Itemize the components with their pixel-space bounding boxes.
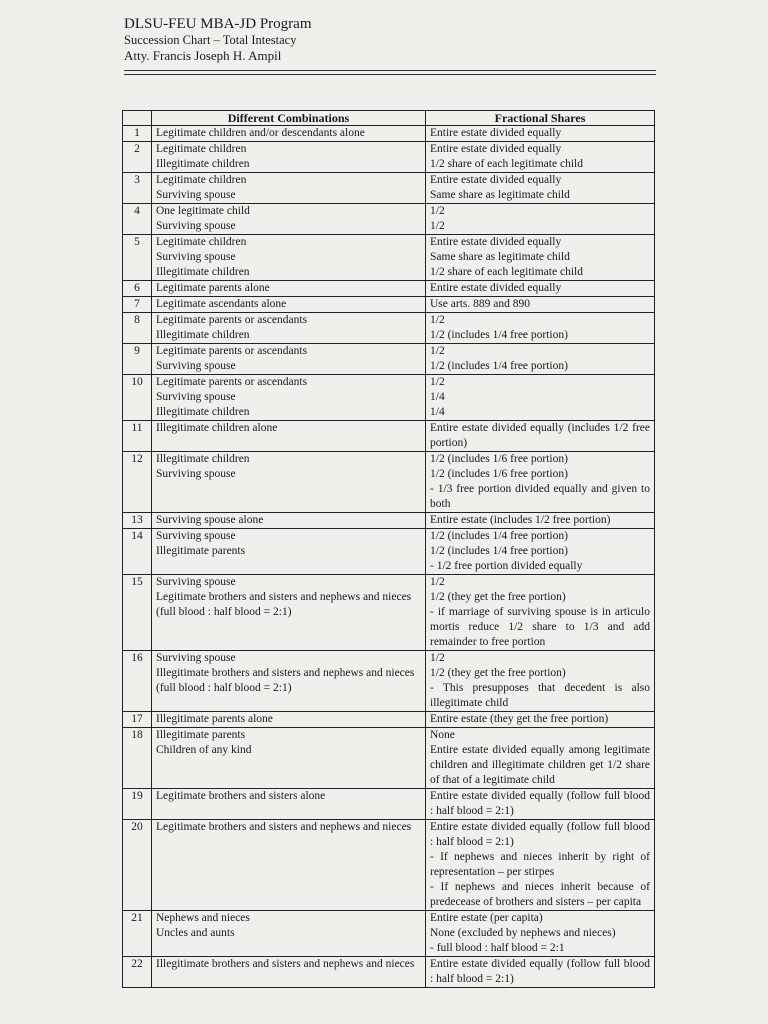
share-line: 1/2 <box>430 576 445 588</box>
heir-line: Legitimate children <box>156 236 247 248</box>
share-cell <box>426 452 655 513</box>
combination-cell <box>152 529 426 575</box>
row-number: 6 <box>123 281 152 297</box>
corner-cell <box>123 111 152 126</box>
heir-line: Surviving spouse <box>156 220 236 232</box>
heir-line: Illegitimate parents alone <box>156 713 273 725</box>
share-line: 1/2 <box>430 314 445 326</box>
heir-line: Legitimate children <box>156 143 247 155</box>
heir-line: Children of any kind <box>156 744 252 756</box>
row-number: 17 <box>123 712 152 728</box>
program-title: DLSU-FEU MBA-JD Program <box>124 16 312 32</box>
share-line: 1/2 (includes 1/4 free portion) <box>430 545 568 557</box>
share-cell <box>426 313 655 344</box>
share-line: Entire estate (they get the free portion) <box>430 713 609 725</box>
combination-cell <box>152 712 426 728</box>
document-header <box>124 16 312 64</box>
share-line: 1/2 (includes 1/4 free portion) <box>430 329 568 341</box>
share-line: - If nephews and nieces inherit by right of representation – per stirpes <box>430 851 650 878</box>
heir-line: Surviving spouse <box>156 391 236 403</box>
row-number: 14 <box>123 529 152 575</box>
row-number: 7 <box>123 297 152 313</box>
heir-line: Legitimate parents or ascendants <box>156 314 308 326</box>
heir-line: Surviving spouse <box>156 360 236 372</box>
share-line: Same share as legitimate child <box>430 251 570 263</box>
author-line: Atty. Francis Joseph H. Ampil <box>124 48 282 63</box>
share-line: - This presupposes that decedent is also illegitimate child <box>430 682 650 709</box>
combination-cell <box>152 575 426 651</box>
table-row <box>123 712 655 728</box>
succession-table <box>122 110 655 988</box>
heir-line: Illegitimate children <box>156 158 250 170</box>
succession-chart <box>122 110 654 988</box>
heir-line: Legitimate parents or ascendants <box>156 376 308 388</box>
table-header-row <box>123 111 655 126</box>
heir-line: Legitimate children and/or descendants alone <box>156 127 365 139</box>
share-line: Same share as legitimate child <box>430 189 570 201</box>
combination-cell <box>152 513 426 529</box>
table-row <box>123 281 655 297</box>
table-row <box>123 204 655 235</box>
combination-cell <box>152 728 426 789</box>
combination-cell <box>152 820 426 911</box>
share-line: 1/2 (includes 1/4 free portion) <box>430 360 568 372</box>
combination-cell <box>152 957 426 988</box>
heir-line: Illegitimate children <box>156 266 250 278</box>
row-number: 10 <box>123 375 152 421</box>
row-number: 18 <box>123 728 152 789</box>
combination-cell <box>152 344 426 375</box>
share-line: 1/2 <box>430 220 445 232</box>
heir-line: Legitimate brothers and sisters and nephews and nieces <box>156 821 412 833</box>
row-number: 3 <box>123 173 152 204</box>
combination-cell <box>152 142 426 173</box>
combination-cell <box>152 651 426 712</box>
table-row <box>123 142 655 173</box>
share-line: - if marriage of surviving spouse is in articulo mortis reduce 1/2 share to 1/3 and add remainder to free portion <box>430 606 650 648</box>
share-line: 1/2 <box>430 652 445 664</box>
row-number: 5 <box>123 235 152 281</box>
table-row <box>123 651 655 712</box>
table-row <box>123 789 655 820</box>
share-line: 1/2 <box>430 205 445 217</box>
heir-line: Illegitimate children alone <box>156 422 278 434</box>
row-number: 22 <box>123 957 152 988</box>
share-line: Entire estate divided equally (follow full blood : half blood = 2:1) <box>430 790 650 817</box>
share-cell <box>426 235 655 281</box>
share-cell <box>426 712 655 728</box>
row-number: 4 <box>123 204 152 235</box>
table-row <box>123 126 655 142</box>
share-line: - full blood : half blood = 2:1 <box>430 942 565 954</box>
row-number: 1 <box>123 126 152 142</box>
share-line: 1/2 (they get the free portion) <box>430 591 566 603</box>
share-cell <box>426 728 655 789</box>
share-line: Entire estate (per capita) <box>430 912 543 924</box>
share-line: - 1/3 free portion divided equally and given to both <box>430 483 650 510</box>
header-rule-top <box>124 70 656 71</box>
table-row <box>123 728 655 789</box>
share-cell <box>426 957 655 988</box>
heir-line: Illegitimate brothers and sisters and nephews and nieces (full blood : half blood = 2:1) <box>156 667 415 694</box>
heir-line: Legitimate children <box>156 174 247 186</box>
header-rule-bottom <box>124 74 656 75</box>
combination-cell <box>152 789 426 820</box>
heir-line: Illegitimate parents <box>156 729 246 741</box>
combination-cell <box>152 281 426 297</box>
table-row <box>123 344 655 375</box>
share-line: Entire estate (includes 1/2 free portion) <box>430 514 611 526</box>
share-line: 1/4 <box>430 391 445 403</box>
share-line: Entire estate divided equally <box>430 174 562 186</box>
table-row <box>123 313 655 344</box>
share-cell <box>426 204 655 235</box>
combination-cell <box>152 235 426 281</box>
row-number: 11 <box>123 421 152 452</box>
combination-cell <box>152 375 426 421</box>
column-header-combinations: Different Combinations <box>152 111 426 126</box>
share-cell <box>426 513 655 529</box>
heir-line: Surviving spouse alone <box>156 514 264 526</box>
combination-cell <box>152 911 426 957</box>
heir-line: Legitimate parents alone <box>156 282 270 294</box>
share-line: Use arts. 889 and 890 <box>430 298 530 310</box>
row-number: 12 <box>123 452 152 513</box>
heir-line: One legitimate child <box>156 205 250 217</box>
table-row <box>123 452 655 513</box>
combination-cell <box>152 126 426 142</box>
table-row <box>123 820 655 911</box>
table-row <box>123 297 655 313</box>
share-cell <box>426 173 655 204</box>
row-number: 21 <box>123 911 152 957</box>
share-cell <box>426 575 655 651</box>
share-line: 1/2 <box>430 376 445 388</box>
combination-cell <box>152 173 426 204</box>
row-number: 8 <box>123 313 152 344</box>
heir-line: Illegitimate children <box>156 329 250 341</box>
table-row <box>123 575 655 651</box>
share-line: Entire estate divided equally <box>430 143 562 155</box>
share-line: Entire estate divided equally (follow full blood : half blood = 2:1) <box>430 958 650 985</box>
table-row <box>123 421 655 452</box>
share-cell <box>426 820 655 911</box>
share-line: 1/2 share of each legitimate child <box>430 266 583 278</box>
heir-line: Legitimate brothers and sisters alone <box>156 790 326 802</box>
share-line: Entire estate divided equally <box>430 127 562 139</box>
heir-line: Illegitimate parents <box>156 545 246 557</box>
table-row <box>123 911 655 957</box>
table-row <box>123 375 655 421</box>
heir-line: Legitimate parents or ascendants <box>156 345 308 357</box>
table-row <box>123 529 655 575</box>
share-line: Entire estate divided equally (follow full blood : half blood = 2:1) <box>430 821 650 848</box>
share-cell <box>426 297 655 313</box>
share-cell <box>426 126 655 142</box>
share-line: Entire estate divided equally (includes 1/2 free portion) <box>430 422 650 449</box>
heir-line: Surviving spouse <box>156 189 236 201</box>
table-body <box>123 126 655 988</box>
row-number: 2 <box>123 142 152 173</box>
share-cell <box>426 142 655 173</box>
heir-line: Surviving spouse <box>156 468 236 480</box>
combination-cell <box>152 297 426 313</box>
heir-line: Illegitimate children <box>156 406 250 418</box>
row-number: 16 <box>123 651 152 712</box>
heir-line: Surviving spouse <box>156 251 236 263</box>
share-line: - If nephews and nieces inherit because of predecease of brothers and sisters – per capita <box>430 881 650 908</box>
document-subtitle: Succession Chart – Total Intestacy <box>124 33 297 47</box>
share-line: None (excluded by nephews and nieces) <box>430 927 616 939</box>
heir-line: Illegitimate brothers and sisters and nephews and nieces <box>156 958 415 970</box>
heir-line: Legitimate brothers and sisters and nephews and nieces (full blood : half blood = 2:1) <box>156 591 412 618</box>
share-line: 1/2 (includes 1/4 free portion) <box>430 530 568 542</box>
share-line: 1/4 <box>430 406 445 418</box>
heir-line: Nephews and nieces <box>156 912 250 924</box>
share-cell <box>426 375 655 421</box>
row-number: 15 <box>123 575 152 651</box>
share-line: Entire estate divided equally <box>430 282 562 294</box>
row-number: 9 <box>123 344 152 375</box>
share-cell <box>426 344 655 375</box>
table-row <box>123 957 655 988</box>
share-line: 1/2 (includes 1/6 free portion) <box>430 453 568 465</box>
share-line: 1/2 (they get the free portion) <box>430 667 566 679</box>
heir-line: Surviving spouse <box>156 530 236 542</box>
share-cell <box>426 651 655 712</box>
share-cell <box>426 911 655 957</box>
combination-cell <box>152 204 426 235</box>
row-number: 19 <box>123 789 152 820</box>
share-line: Entire estate divided equally <box>430 236 562 248</box>
share-line: - 1/2 free portion divided equally <box>430 560 583 572</box>
share-line: None <box>430 729 455 741</box>
share-cell <box>426 789 655 820</box>
combination-cell <box>152 313 426 344</box>
row-number: 13 <box>123 513 152 529</box>
share-cell <box>426 421 655 452</box>
heir-line: Legitimate ascendants alone <box>156 298 287 310</box>
share-line: 1/2 <box>430 345 445 357</box>
share-cell <box>426 281 655 297</box>
table-row <box>123 173 655 204</box>
combination-cell <box>152 421 426 452</box>
table-row <box>123 235 655 281</box>
table-row <box>123 513 655 529</box>
column-header-shares: Fractional Shares <box>426 111 655 126</box>
share-line: 1/2 (includes 1/6 free portion) <box>430 468 568 480</box>
heir-line: Surviving spouse <box>156 576 236 588</box>
row-number: 20 <box>123 820 152 911</box>
share-cell <box>426 529 655 575</box>
combination-cell <box>152 452 426 513</box>
heir-line: Illegitimate children <box>156 453 250 465</box>
share-line: Entire estate divided equally among legitimate children and illegitimate children get 1/2 share of that of a legitimate child <box>430 744 650 786</box>
heir-line: Surviving spouse <box>156 652 236 664</box>
share-line: 1/2 share of each legitimate child <box>430 158 583 170</box>
heir-line: Uncles and aunts <box>156 927 235 939</box>
